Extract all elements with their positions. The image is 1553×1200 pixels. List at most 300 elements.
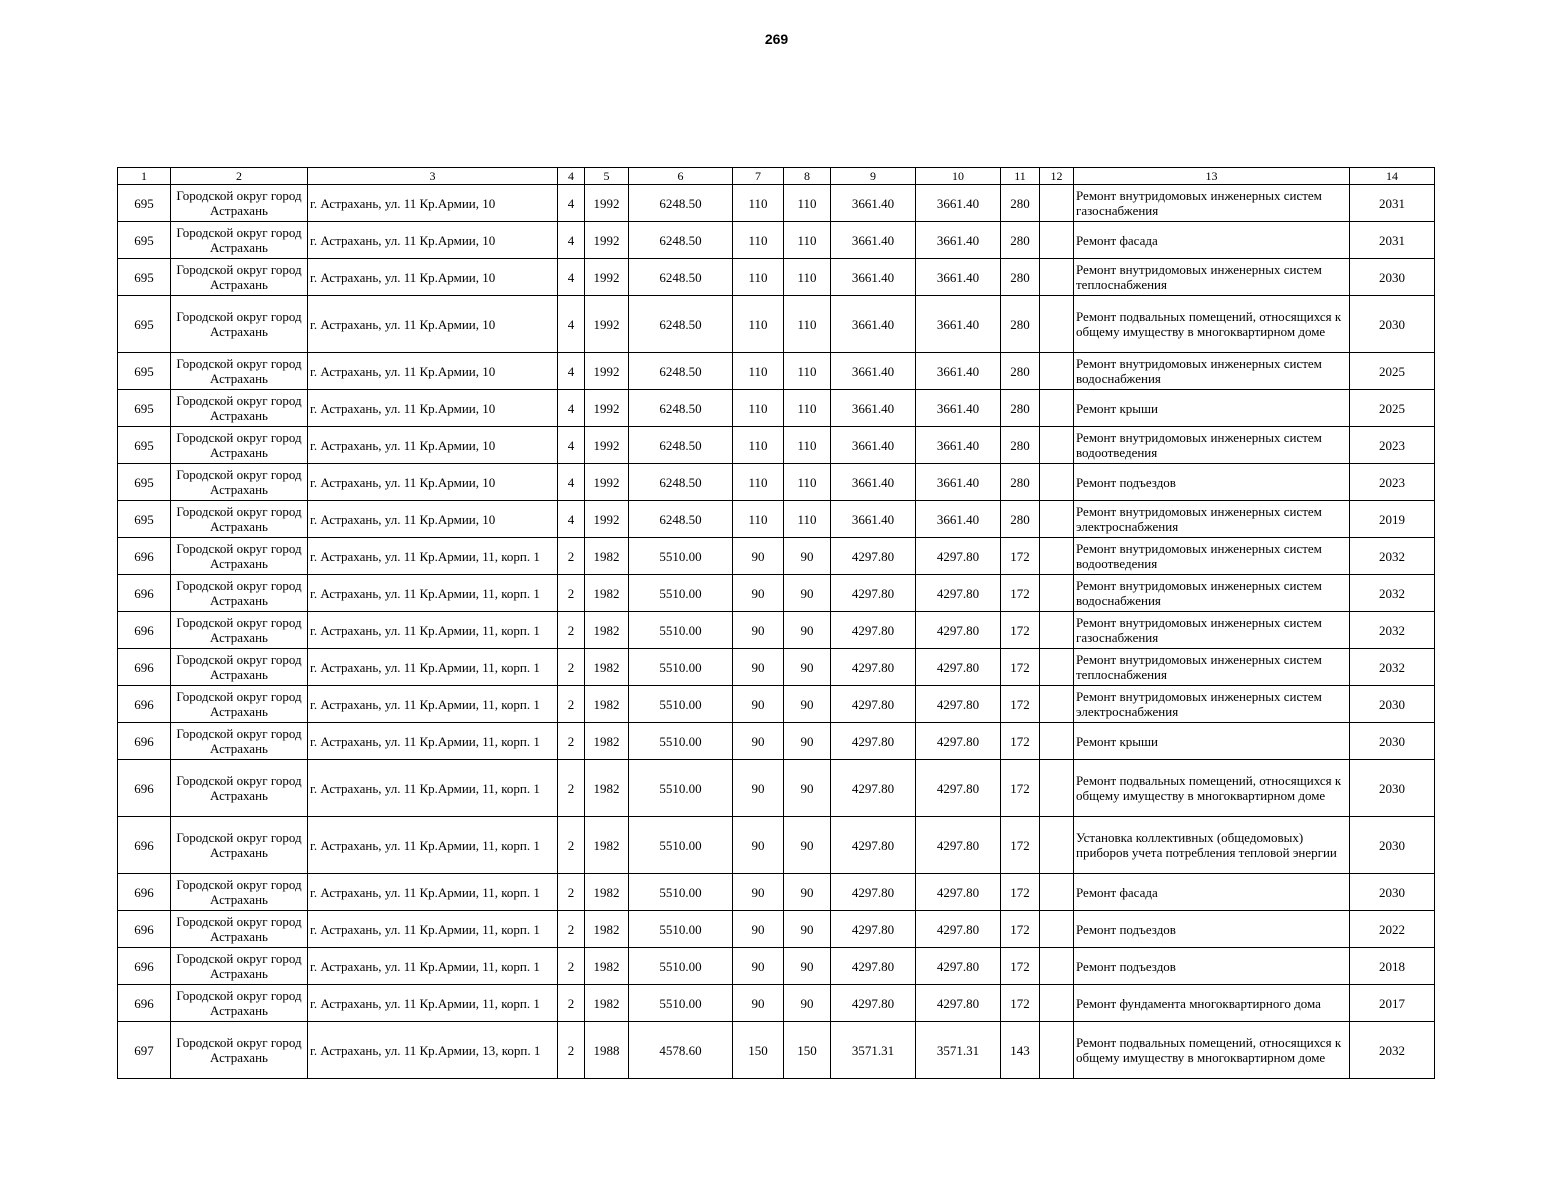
- col10-cell: 3661.40: [916, 464, 1001, 501]
- col8-cell: 90: [784, 874, 831, 911]
- work-type-cell: Ремонт подъездов: [1074, 464, 1350, 501]
- planned-year-cell: 2019: [1350, 501, 1435, 538]
- col9-cell: 4297.80: [831, 874, 916, 911]
- planned-year-cell: 2025: [1350, 390, 1435, 427]
- col9-cell: 4297.80: [831, 686, 916, 723]
- table-row: [118, 185, 1435, 222]
- planned-year-cell: 2032: [1350, 612, 1435, 649]
- table-row: [118, 948, 1435, 985]
- column-header-12: 12: [1040, 168, 1074, 185]
- total-area-cell: 5510.00: [629, 649, 733, 686]
- col12-cell: [1040, 874, 1074, 911]
- col7-cell: 90: [733, 649, 784, 686]
- col7-cell: 110: [733, 259, 784, 296]
- col8-cell: 90: [784, 612, 831, 649]
- table-row: [118, 353, 1435, 390]
- residents-cell: 280: [1001, 427, 1040, 464]
- table-row: [118, 760, 1435, 817]
- col7-cell: 110: [733, 353, 784, 390]
- year-cell: 1992: [585, 427, 629, 464]
- municipality-cell: Городской округ город Астрахань: [171, 723, 308, 760]
- work-type-cell: Ремонт подвальных помещений, относящихся к общему имуществу в многоквартирном доме: [1074, 760, 1350, 817]
- col9-cell: 4297.80: [831, 723, 916, 760]
- address-cell: г. Астрахань, ул. 11 Кр.Армии, 11, корп. 1: [308, 948, 558, 985]
- col10-cell: 3661.40: [916, 185, 1001, 222]
- col8-cell: 110: [784, 501, 831, 538]
- address-cell: г. Астрахань, ул. 11 Кр.Армии, 10: [308, 390, 558, 427]
- col10-cell: 3661.40: [916, 427, 1001, 464]
- col7-cell: 110: [733, 390, 784, 427]
- year-cell: 1982: [585, 575, 629, 612]
- col9-cell: 3571.31: [831, 1022, 916, 1079]
- row-number-cell: 696: [118, 538, 171, 575]
- total-area-cell: 6248.50: [629, 464, 733, 501]
- table-row: [118, 723, 1435, 760]
- address-cell: г. Астрахань, ул. 11 Кр.Армии, 11, корп. 1: [308, 760, 558, 817]
- work-type-cell: Установка коллективных (общедомовых) приборов учета потребления тепловой энергии: [1074, 817, 1350, 874]
- col7-cell: 90: [733, 686, 784, 723]
- col9-cell: 4297.80: [831, 612, 916, 649]
- address-cell: г. Астрахань, ул. 11 Кр.Армии, 11, корп. 1: [308, 985, 558, 1022]
- floors-cell: 4: [558, 427, 585, 464]
- municipality-cell: Городской округ город Астрахань: [171, 874, 308, 911]
- col7-cell: 110: [733, 222, 784, 259]
- floors-cell: 4: [558, 464, 585, 501]
- planned-year-cell: 2030: [1350, 760, 1435, 817]
- col10-cell: 3661.40: [916, 222, 1001, 259]
- floors-cell: 4: [558, 353, 585, 390]
- residents-cell: 280: [1001, 222, 1040, 259]
- column-header-4: 4: [558, 168, 585, 185]
- floors-cell: 2: [558, 911, 585, 948]
- col8-cell: 110: [784, 427, 831, 464]
- year-cell: 1992: [585, 390, 629, 427]
- residents-cell: 172: [1001, 948, 1040, 985]
- work-type-cell: Ремонт подвальных помещений, относящихся к общему имуществу в многоквартирном доме: [1074, 296, 1350, 353]
- col8-cell: 110: [784, 296, 831, 353]
- work-type-cell: Ремонт внутридомовых инженерных систем газоснабжения: [1074, 612, 1350, 649]
- col8-cell: 90: [784, 686, 831, 723]
- year-cell: 1982: [585, 686, 629, 723]
- col8-cell: 90: [784, 723, 831, 760]
- total-area-cell: 5510.00: [629, 686, 733, 723]
- col8-cell: 90: [784, 538, 831, 575]
- work-type-cell: Ремонт внутридомовых инженерных систем электроснабжения: [1074, 686, 1350, 723]
- col7-cell: 90: [733, 911, 784, 948]
- row-number-cell: 696: [118, 575, 171, 612]
- floors-cell: 2: [558, 612, 585, 649]
- municipality-cell: Городской округ город Астрахань: [171, 760, 308, 817]
- floors-cell: 2: [558, 985, 585, 1022]
- total-area-cell: 5510.00: [629, 760, 733, 817]
- address-cell: г. Астрахань, ул. 11 Кр.Армии, 13, корп. 1: [308, 1022, 558, 1079]
- row-number-cell: 696: [118, 874, 171, 911]
- total-area-cell: 5510.00: [629, 911, 733, 948]
- year-cell: 1982: [585, 985, 629, 1022]
- planned-year-cell: 2031: [1350, 185, 1435, 222]
- col9-cell: 4297.80: [831, 911, 916, 948]
- total-area-cell: 5510.00: [629, 612, 733, 649]
- floors-cell: 4: [558, 185, 585, 222]
- work-type-cell: Ремонт подъездов: [1074, 948, 1350, 985]
- column-header-5: 5: [585, 168, 629, 185]
- col12-cell: [1040, 686, 1074, 723]
- year-cell: 1992: [585, 296, 629, 353]
- col8-cell: 90: [784, 985, 831, 1022]
- work-type-cell: Ремонт фундамента многоквартирного дома: [1074, 985, 1350, 1022]
- col8-cell: 110: [784, 259, 831, 296]
- year-cell: 1982: [585, 649, 629, 686]
- residents-cell: 172: [1001, 985, 1040, 1022]
- col12-cell: [1040, 575, 1074, 612]
- municipality-cell: Городской округ город Астрахань: [171, 686, 308, 723]
- col12-cell: [1040, 817, 1074, 874]
- residents-cell: 172: [1001, 538, 1040, 575]
- col7-cell: 90: [733, 817, 784, 874]
- total-area-cell: 6248.50: [629, 296, 733, 353]
- column-header-6: 6: [629, 168, 733, 185]
- address-cell: г. Астрахань, ул. 11 Кр.Армии, 10: [308, 222, 558, 259]
- col7-cell: 90: [733, 874, 784, 911]
- col10-cell: 3661.40: [916, 353, 1001, 390]
- planned-year-cell: 2032: [1350, 1022, 1435, 1079]
- col9-cell: 4297.80: [831, 760, 916, 817]
- residents-cell: 172: [1001, 686, 1040, 723]
- data-table: [117, 167, 1435, 1079]
- work-type-cell: Ремонт фасада: [1074, 874, 1350, 911]
- total-area-cell: 5510.00: [629, 817, 733, 874]
- municipality-cell: Городской округ город Астрахань: [171, 1022, 308, 1079]
- planned-year-cell: 2023: [1350, 427, 1435, 464]
- residents-cell: 172: [1001, 612, 1040, 649]
- planned-year-cell: 2032: [1350, 649, 1435, 686]
- col9-cell: 3661.40: [831, 185, 916, 222]
- residents-cell: 172: [1001, 817, 1040, 874]
- planned-year-cell: 2030: [1350, 259, 1435, 296]
- total-area-cell: 5510.00: [629, 723, 733, 760]
- municipality-cell: Городской округ город Астрахань: [171, 911, 308, 948]
- year-cell: 1982: [585, 911, 629, 948]
- col12-cell: [1040, 185, 1074, 222]
- floors-cell: 2: [558, 686, 585, 723]
- municipality-cell: Городской округ город Астрахань: [171, 649, 308, 686]
- planned-year-cell: 2032: [1350, 575, 1435, 612]
- col7-cell: 110: [733, 427, 784, 464]
- col12-cell: [1040, 353, 1074, 390]
- floors-cell: 2: [558, 874, 585, 911]
- column-header-10: 10: [916, 168, 1001, 185]
- col10-cell: 4297.80: [916, 911, 1001, 948]
- work-type-cell: Ремонт подвальных помещений, относящихся к общему имуществу в многоквартирном доме: [1074, 1022, 1350, 1079]
- col9-cell: 4297.80: [831, 817, 916, 874]
- residents-cell: 280: [1001, 501, 1040, 538]
- col12-cell: [1040, 1022, 1074, 1079]
- year-cell: 1992: [585, 259, 629, 296]
- address-cell: г. Астрахань, ул. 11 Кр.Армии, 10: [308, 185, 558, 222]
- total-area-cell: 6248.50: [629, 259, 733, 296]
- column-header-13: 13: [1074, 168, 1350, 185]
- address-cell: г. Астрахань, ул. 11 Кр.Армии, 10: [308, 353, 558, 390]
- row-number-cell: 695: [118, 353, 171, 390]
- col12-cell: [1040, 985, 1074, 1022]
- column-header-9: 9: [831, 168, 916, 185]
- year-cell: 1992: [585, 353, 629, 390]
- floors-cell: 2: [558, 723, 585, 760]
- address-cell: г. Астрахань, ул. 11 Кр.Армии, 11, корп. 1: [308, 911, 558, 948]
- col10-cell: 4297.80: [916, 612, 1001, 649]
- col7-cell: 150: [733, 1022, 784, 1079]
- floors-cell: 2: [558, 575, 585, 612]
- municipality-cell: Городской округ город Астрахань: [171, 985, 308, 1022]
- table-header-row: [118, 168, 1435, 185]
- year-cell: 1982: [585, 948, 629, 985]
- column-header-8: 8: [784, 168, 831, 185]
- work-type-cell: Ремонт крыши: [1074, 723, 1350, 760]
- col9-cell: 3661.40: [831, 222, 916, 259]
- column-header-11: 11: [1001, 168, 1040, 185]
- col12-cell: [1040, 948, 1074, 985]
- col9-cell: 3661.40: [831, 427, 916, 464]
- total-area-cell: 6248.50: [629, 390, 733, 427]
- col7-cell: 90: [733, 760, 784, 817]
- total-area-cell: 4578.60: [629, 1022, 733, 1079]
- floors-cell: 4: [558, 501, 585, 538]
- col10-cell: 4297.80: [916, 686, 1001, 723]
- floors-cell: 2: [558, 538, 585, 575]
- row-number-cell: 696: [118, 817, 171, 874]
- col9-cell: 3661.40: [831, 259, 916, 296]
- col9-cell: 4297.80: [831, 649, 916, 686]
- col8-cell: 110: [784, 464, 831, 501]
- col7-cell: 110: [733, 185, 784, 222]
- total-area-cell: 6248.50: [629, 222, 733, 259]
- work-type-cell: Ремонт внутридомовых инженерных систем водоотведения: [1074, 538, 1350, 575]
- municipality-cell: Городской округ город Астрахань: [171, 817, 308, 874]
- table-row: [118, 612, 1435, 649]
- row-number-cell: 695: [118, 501, 171, 538]
- municipality-cell: Городской округ город Астрахань: [171, 259, 308, 296]
- col10-cell: 3571.31: [916, 1022, 1001, 1079]
- col7-cell: 90: [733, 948, 784, 985]
- col7-cell: 90: [733, 575, 784, 612]
- col9-cell: 3661.40: [831, 390, 916, 427]
- col7-cell: 90: [733, 985, 784, 1022]
- address-cell: г. Астрахань, ул. 11 Кр.Армии, 10: [308, 501, 558, 538]
- column-header-2: 2: [171, 168, 308, 185]
- work-type-cell: Ремонт внутридомовых инженерных систем газоснабжения: [1074, 185, 1350, 222]
- year-cell: 1992: [585, 222, 629, 259]
- col7-cell: 90: [733, 723, 784, 760]
- column-header-14: 14: [1350, 168, 1435, 185]
- col10-cell: 4297.80: [916, 575, 1001, 612]
- floors-cell: 4: [558, 296, 585, 353]
- municipality-cell: Городской округ город Астрахань: [171, 222, 308, 259]
- total-area-cell: 6248.50: [629, 501, 733, 538]
- floors-cell: 4: [558, 222, 585, 259]
- total-area-cell: 6248.50: [629, 427, 733, 464]
- address-cell: г. Астрахань, ул. 11 Кр.Армии, 11, корп. 1: [308, 874, 558, 911]
- col10-cell: 4297.80: [916, 649, 1001, 686]
- column-header-3: 3: [308, 168, 558, 185]
- col12-cell: [1040, 501, 1074, 538]
- work-type-cell: Ремонт внутридомовых инженерных систем электроснабжения: [1074, 501, 1350, 538]
- work-type-cell: Ремонт внутридомовых инженерных систем водоснабжения: [1074, 575, 1350, 612]
- address-cell: г. Астрахань, ул. 11 Кр.Армии, 11, корп. 1: [308, 649, 558, 686]
- floors-cell: 2: [558, 948, 585, 985]
- row-number-cell: 696: [118, 760, 171, 817]
- year-cell: 1982: [585, 612, 629, 649]
- col12-cell: [1040, 296, 1074, 353]
- col12-cell: [1040, 723, 1074, 760]
- col12-cell: [1040, 222, 1074, 259]
- floors-cell: 2: [558, 1022, 585, 1079]
- col7-cell: 90: [733, 538, 784, 575]
- col8-cell: 90: [784, 817, 831, 874]
- work-type-cell: Ремонт внутридомовых инженерных систем водоотведения: [1074, 427, 1350, 464]
- col9-cell: 3661.40: [831, 501, 916, 538]
- table-row: [118, 911, 1435, 948]
- municipality-cell: Городской округ город Астрахань: [171, 353, 308, 390]
- table-row: [118, 259, 1435, 296]
- col10-cell: 3661.40: [916, 259, 1001, 296]
- col8-cell: 90: [784, 948, 831, 985]
- address-cell: г. Астрахань, ул. 11 Кр.Армии, 10: [308, 427, 558, 464]
- residents-cell: 172: [1001, 911, 1040, 948]
- col10-cell: 3661.40: [916, 501, 1001, 538]
- col9-cell: 3661.40: [831, 353, 916, 390]
- table-row: [118, 686, 1435, 723]
- planned-year-cell: 2023: [1350, 464, 1435, 501]
- year-cell: 1982: [585, 723, 629, 760]
- table-row: [118, 1022, 1435, 1079]
- col12-cell: [1040, 612, 1074, 649]
- address-cell: г. Астрахань, ул. 11 Кр.Армии, 10: [308, 259, 558, 296]
- planned-year-cell: 2025: [1350, 353, 1435, 390]
- table-row: [118, 427, 1435, 464]
- row-number-cell: 695: [118, 427, 171, 464]
- row-number-cell: 696: [118, 723, 171, 760]
- table-row: [118, 538, 1435, 575]
- planned-year-cell: 2030: [1350, 874, 1435, 911]
- planned-year-cell: 2030: [1350, 296, 1435, 353]
- municipality-cell: Городской округ город Астрахань: [171, 501, 308, 538]
- residents-cell: 280: [1001, 464, 1040, 501]
- planned-year-cell: 2030: [1350, 817, 1435, 874]
- col8-cell: 90: [784, 649, 831, 686]
- residents-cell: 172: [1001, 874, 1040, 911]
- table-row: [118, 222, 1435, 259]
- col10-cell: 4297.80: [916, 817, 1001, 874]
- col12-cell: [1040, 427, 1074, 464]
- planned-year-cell: 2017: [1350, 985, 1435, 1022]
- row-number-cell: 695: [118, 222, 171, 259]
- planned-year-cell: 2031: [1350, 222, 1435, 259]
- row-number-cell: 695: [118, 464, 171, 501]
- year-cell: 1982: [585, 817, 629, 874]
- municipality-cell: Городской округ город Астрахань: [171, 464, 308, 501]
- row-number-cell: 696: [118, 985, 171, 1022]
- address-cell: г. Астрахань, ул. 11 Кр.Армии, 10: [308, 464, 558, 501]
- col10-cell: 4297.80: [916, 538, 1001, 575]
- municipality-cell: Городской округ город Астрахань: [171, 612, 308, 649]
- col7-cell: 110: [733, 501, 784, 538]
- col8-cell: 110: [784, 185, 831, 222]
- residents-cell: 143: [1001, 1022, 1040, 1079]
- col12-cell: [1040, 390, 1074, 427]
- residents-cell: 172: [1001, 760, 1040, 817]
- row-number-cell: 695: [118, 185, 171, 222]
- column-header-7: 7: [733, 168, 784, 185]
- address-cell: г. Астрахань, ул. 11 Кр.Армии, 11, корп. 1: [308, 723, 558, 760]
- year-cell: 1982: [585, 538, 629, 575]
- col9-cell: 4297.80: [831, 575, 916, 612]
- col8-cell: 110: [784, 353, 831, 390]
- col12-cell: [1040, 464, 1074, 501]
- work-type-cell: Ремонт внутридомовых инженерных систем водоснабжения: [1074, 353, 1350, 390]
- col8-cell: 90: [784, 911, 831, 948]
- work-type-cell: Ремонт внутридомовых инженерных систем теплоснабжения: [1074, 649, 1350, 686]
- planned-year-cell: 2030: [1350, 686, 1435, 723]
- total-area-cell: 5510.00: [629, 874, 733, 911]
- year-cell: 1992: [585, 464, 629, 501]
- table-row: [118, 985, 1435, 1022]
- residents-cell: 280: [1001, 390, 1040, 427]
- column-header-1: 1: [118, 168, 171, 185]
- floors-cell: 2: [558, 760, 585, 817]
- year-cell: 1992: [585, 501, 629, 538]
- col8-cell: 150: [784, 1022, 831, 1079]
- row-number-cell: 695: [118, 390, 171, 427]
- address-cell: г. Астрахань, ул. 11 Кр.Армии, 11, корп. 1: [308, 817, 558, 874]
- residents-cell: 172: [1001, 575, 1040, 612]
- col9-cell: 4297.80: [831, 538, 916, 575]
- row-number-cell: 696: [118, 649, 171, 686]
- col12-cell: [1040, 760, 1074, 817]
- total-area-cell: 5510.00: [629, 538, 733, 575]
- col9-cell: 4297.80: [831, 948, 916, 985]
- table-row: [118, 390, 1435, 427]
- col8-cell: 90: [784, 575, 831, 612]
- col10-cell: 4297.80: [916, 723, 1001, 760]
- col8-cell: 90: [784, 760, 831, 817]
- residents-cell: 280: [1001, 259, 1040, 296]
- table-row: [118, 464, 1435, 501]
- work-type-cell: Ремонт внутридомовых инженерных систем теплоснабжения: [1074, 259, 1350, 296]
- col9-cell: 4297.80: [831, 985, 916, 1022]
- col9-cell: 3661.40: [831, 296, 916, 353]
- col10-cell: 3661.40: [916, 390, 1001, 427]
- col9-cell: 3661.40: [831, 464, 916, 501]
- floors-cell: 4: [558, 390, 585, 427]
- work-type-cell: Ремонт фасада: [1074, 222, 1350, 259]
- address-cell: г. Астрахань, ул. 11 Кр.Армии, 11, корп. 1: [308, 575, 558, 612]
- row-number-cell: 696: [118, 948, 171, 985]
- address-cell: г. Астрахань, ул. 11 Кр.Армии, 11, корп. 1: [308, 686, 558, 723]
- total-area-cell: 6248.50: [629, 353, 733, 390]
- row-number-cell: 696: [118, 612, 171, 649]
- planned-year-cell: 2018: [1350, 948, 1435, 985]
- row-number-cell: 695: [118, 296, 171, 353]
- table-row: [118, 575, 1435, 612]
- municipality-cell: Городской округ город Астрахань: [171, 575, 308, 612]
- municipality-cell: Городской округ город Астрахань: [171, 427, 308, 464]
- planned-year-cell: 2022: [1350, 911, 1435, 948]
- col12-cell: [1040, 538, 1074, 575]
- floors-cell: 2: [558, 817, 585, 874]
- page-number: 269: [764, 31, 789, 47]
- total-area-cell: 5510.00: [629, 948, 733, 985]
- address-cell: г. Астрахань, ул. 11 Кр.Армии, 10: [308, 296, 558, 353]
